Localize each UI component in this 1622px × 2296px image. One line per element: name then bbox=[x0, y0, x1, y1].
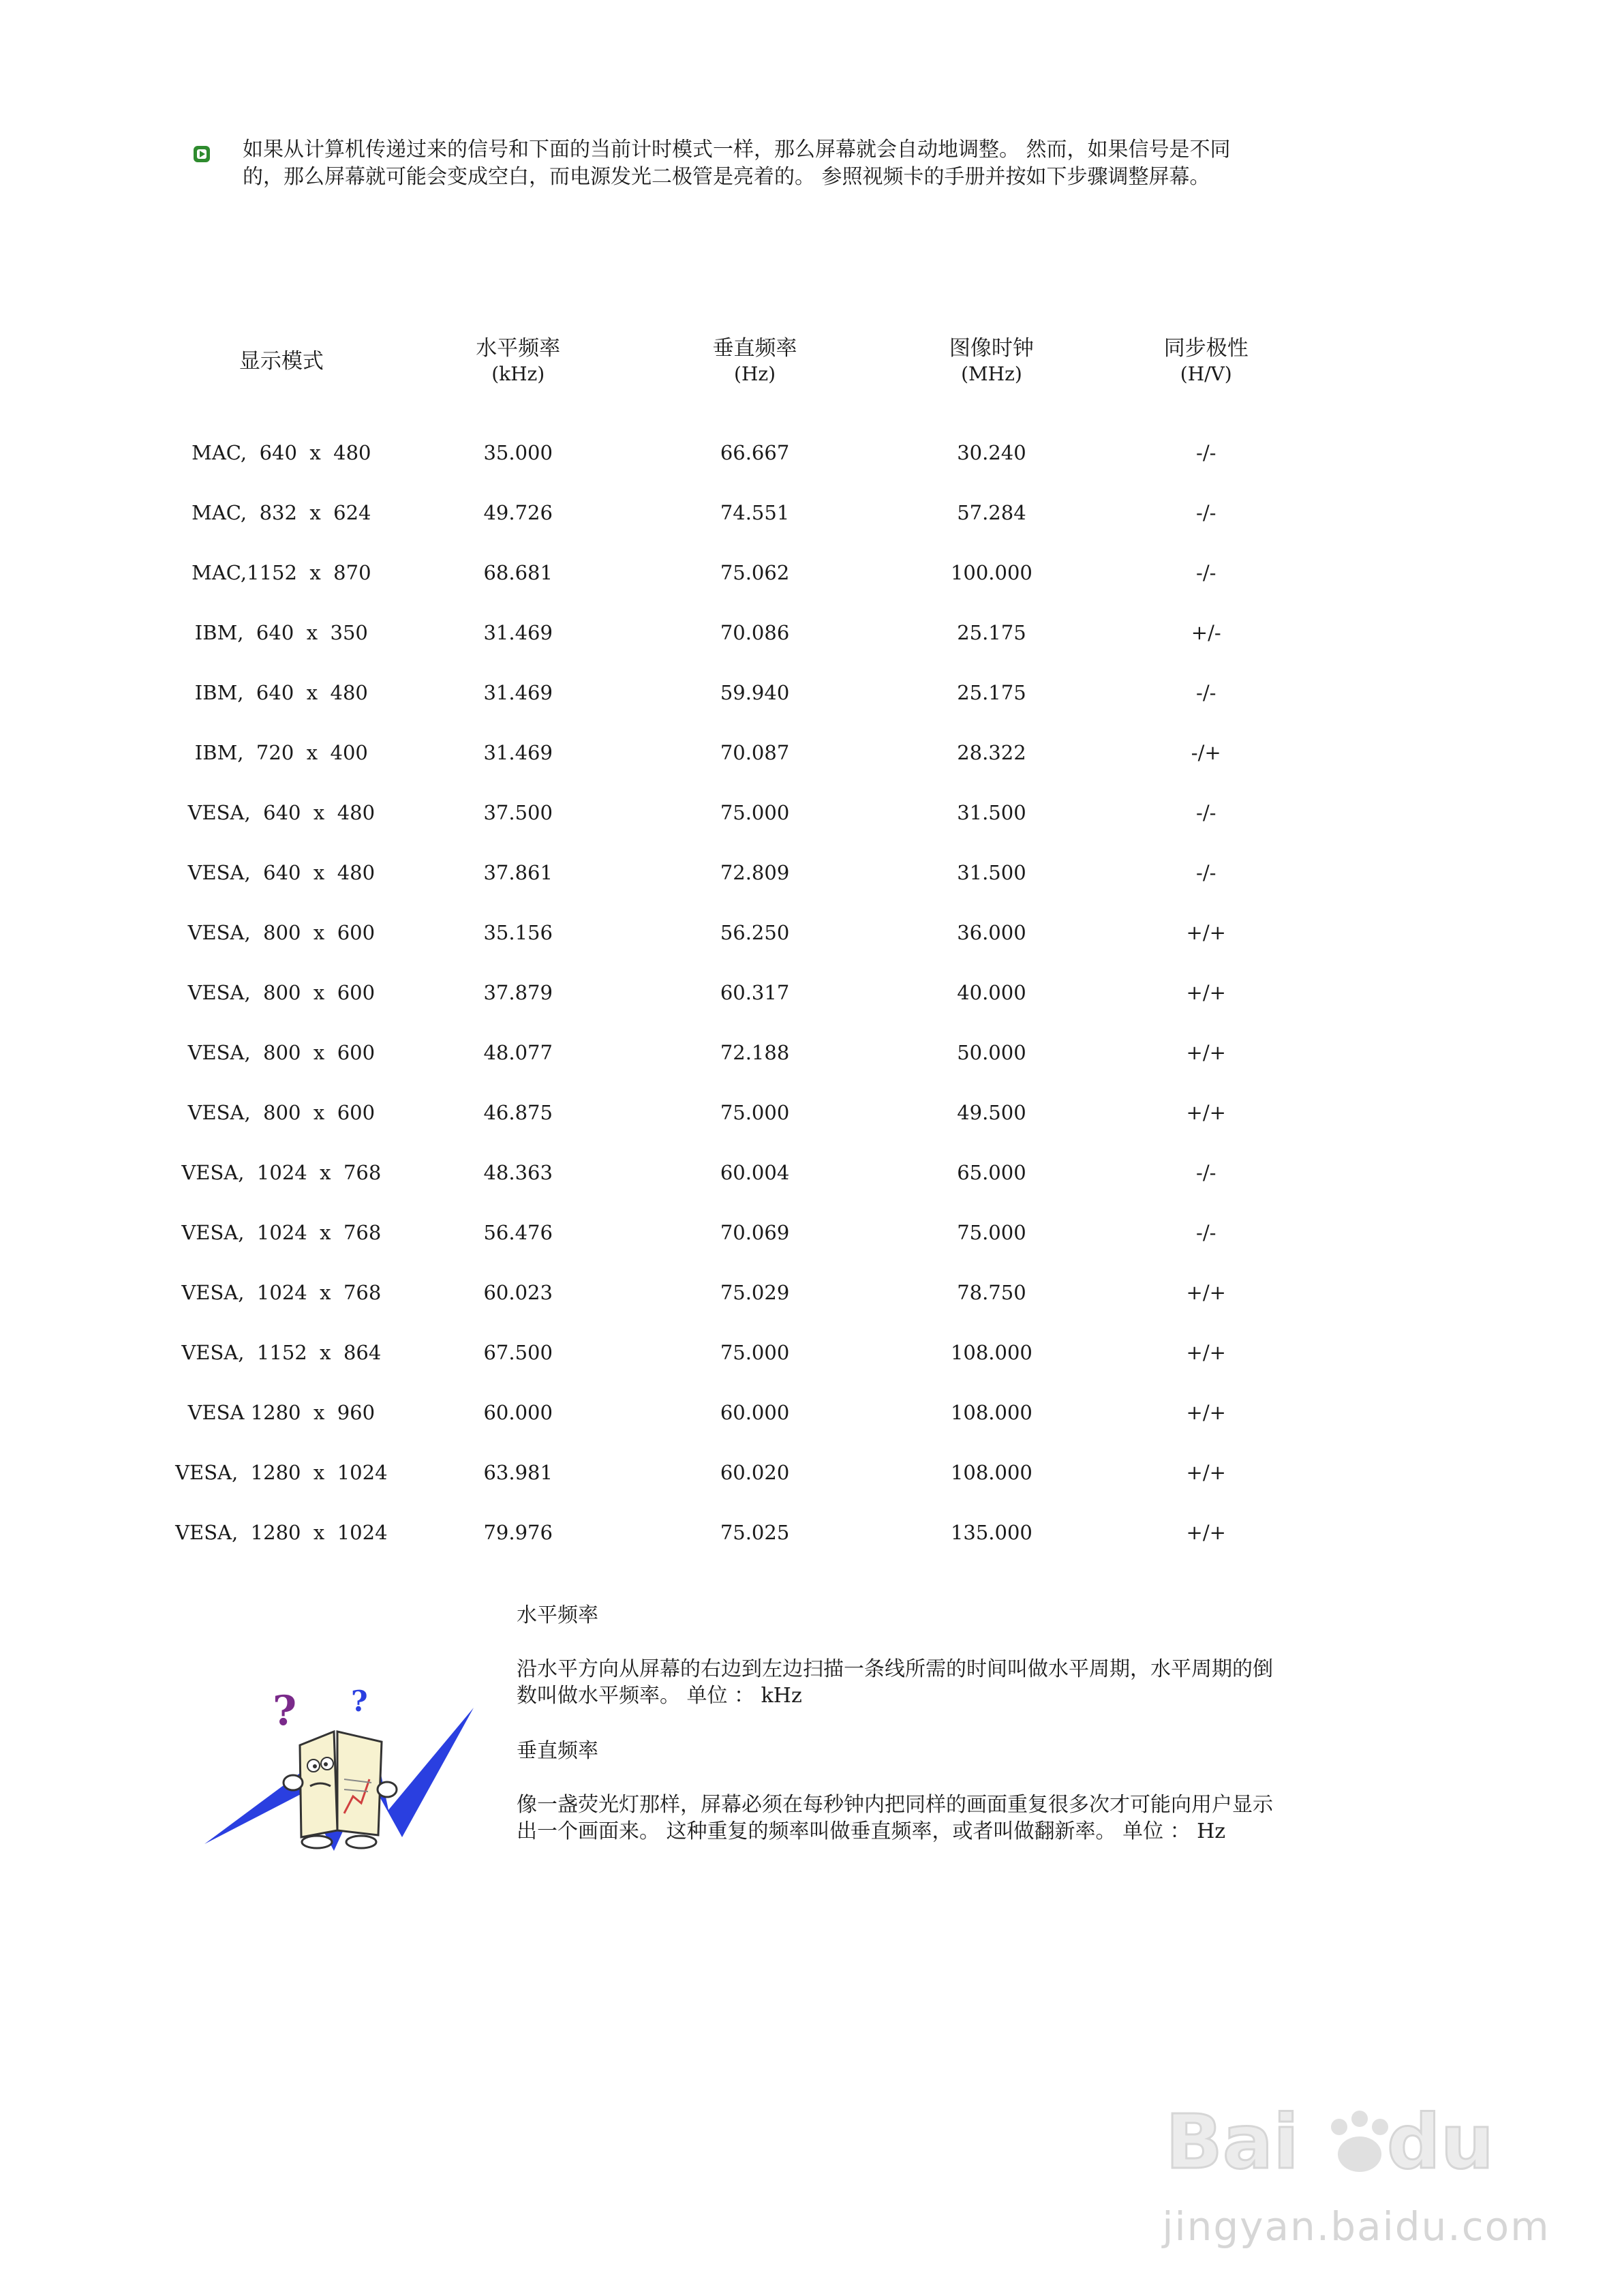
sync-polarity-cell: +/+ bbox=[1186, 1521, 1226, 1544]
baidu-jingyan-logo bbox=[1159, 2086, 1554, 2202]
display-mode-cell: MAC,1152 x 870 bbox=[192, 561, 371, 584]
svg-text:du: du bbox=[1387, 2098, 1495, 2186]
sync-polarity-cell: +/+ bbox=[1186, 1041, 1226, 1064]
display-mode-cell: IBM, 640 x 480 bbox=[194, 681, 368, 704]
display-mode-cell: VESA, 1024 x 768 bbox=[181, 1161, 382, 1184]
sync-polarity-cell: -/- bbox=[1196, 1221, 1216, 1244]
column-header-unit: (H/V) bbox=[1180, 363, 1232, 385]
sync-polarity-cell: +/- bbox=[1191, 621, 1221, 644]
pixel-clock-cell: 50.000 bbox=[957, 1041, 1026, 1064]
vertical-frequency-cell: 60.020 bbox=[720, 1461, 790, 1484]
timing-mode-table bbox=[170, 320, 1295, 1562]
table-row bbox=[170, 963, 1295, 1023]
pixel-clock-cell: 30.240 bbox=[957, 441, 1026, 464]
table-row bbox=[170, 1143, 1295, 1203]
horizontal-frequency-cell: 60.023 bbox=[483, 1281, 553, 1304]
pixel-clock-cell: 135.000 bbox=[950, 1521, 1032, 1544]
column-header bbox=[393, 320, 644, 402]
display-mode-cell: VESA, 640 x 480 bbox=[187, 801, 376, 824]
pixel-clock-cell: 25.175 bbox=[957, 681, 1026, 704]
table-row bbox=[170, 1263, 1295, 1323]
sync-polarity-cell: -/- bbox=[1196, 681, 1216, 704]
table-row bbox=[170, 1023, 1295, 1083]
horizontal-frequency-cell: 56.476 bbox=[483, 1221, 553, 1244]
question-mark-icon: ? bbox=[273, 1687, 297, 1735]
horizontal-frequency-cell: 46.875 bbox=[483, 1101, 553, 1124]
display-mode-cell: VESA, 800 x 600 bbox=[187, 921, 376, 944]
table-row bbox=[170, 843, 1295, 903]
table-row bbox=[170, 543, 1295, 603]
table-body bbox=[170, 402, 1295, 1562]
vertical-frequency-cell: 66.667 bbox=[720, 441, 790, 464]
pixel-clock-cell: 78.750 bbox=[957, 1281, 1026, 1304]
horizontal-frequency-cell: 60.000 bbox=[483, 1401, 553, 1424]
sync-polarity-cell: -/- bbox=[1196, 1161, 1216, 1184]
vertical-frequency-cell: 60.004 bbox=[720, 1161, 790, 1184]
horizontal-frequency-cell: 68.681 bbox=[483, 561, 553, 584]
sync-polarity-cell: -/- bbox=[1196, 501, 1216, 524]
horizontal-frequency-cell: 37.879 bbox=[483, 981, 553, 1004]
horizontal-frequency-body: 沿水平方向从屏幕的右边到左边扫描一条线所需的时间叫做水平周期，水平周期的倒数叫做水平频率。 单位 ： kHz bbox=[517, 1657, 1273, 1708]
column-header bbox=[1117, 320, 1295, 402]
vertical-frequency-cell: 75.025 bbox=[720, 1521, 790, 1544]
horizontal-frequency-cell: 48.077 bbox=[483, 1041, 553, 1064]
pixel-clock-cell: 49.500 bbox=[957, 1101, 1026, 1124]
pixel-clock-cell: 75.000 bbox=[957, 1221, 1026, 1244]
vertical-frequency-cell: 75.062 bbox=[720, 561, 790, 584]
column-header-label: 图像时钟 bbox=[949, 336, 1034, 361]
vertical-frequency-cell: 74.551 bbox=[720, 501, 790, 524]
table-row bbox=[170, 603, 1295, 663]
vertical-frequency-cell: 60.000 bbox=[720, 1401, 790, 1424]
pixel-clock-cell: 31.500 bbox=[957, 861, 1026, 884]
column-header-unit: (MHz) bbox=[961, 363, 1022, 385]
vertical-frequency-cell: 72.809 bbox=[720, 861, 790, 884]
table-row bbox=[170, 1083, 1295, 1143]
table-row bbox=[170, 1502, 1295, 1562]
horizontal-frequency-cell: 35.000 bbox=[483, 441, 553, 464]
display-mode-cell: MAC, 640 x 480 bbox=[192, 441, 371, 464]
column-header bbox=[644, 320, 866, 402]
display-mode-cell: VESA, 800 x 600 bbox=[187, 981, 376, 1004]
vertical-frequency-cell: 75.000 bbox=[720, 1101, 790, 1124]
vertical-frequency-cell: 60.317 bbox=[720, 981, 790, 1004]
pixel-clock-cell: 57.284 bbox=[957, 501, 1026, 524]
sync-polarity-cell: +/+ bbox=[1186, 1341, 1226, 1364]
display-mode-cell: VESA, 800 x 600 bbox=[187, 1101, 376, 1124]
table-row bbox=[170, 783, 1295, 843]
intro-text: 如果从计算机传递过来的信号和下面的当前计时模式一样，那么屏幕就会自动地调整。 然而，如果信号是不同的，那么屏幕就可能会变成空白，而电源发光二极管是亮着的。 参照视频卡的手册并按如下步骤调整屏幕。 bbox=[243, 138, 1231, 189]
sync-polarity-cell: -/- bbox=[1196, 441, 1216, 464]
vertical-frequency-cell: 70.086 bbox=[720, 621, 790, 644]
horizontal-frequency-cell: 37.500 bbox=[483, 801, 553, 824]
sync-polarity-cell: +/+ bbox=[1186, 1461, 1226, 1484]
display-mode-cell: VESA 1280 x 960 bbox=[187, 1401, 376, 1424]
table-row bbox=[170, 483, 1295, 543]
intro-section bbox=[198, 136, 1261, 191]
horizontal-frequency-cell: 67.500 bbox=[483, 1341, 553, 1364]
display-mode-cell: VESA, 1152 x 864 bbox=[181, 1341, 382, 1364]
pixel-clock-cell: 28.322 bbox=[957, 741, 1026, 764]
sync-polarity-cell: -/- bbox=[1196, 861, 1216, 884]
column-header bbox=[866, 320, 1117, 402]
svg-text:Bai: Bai bbox=[1165, 2098, 1299, 2186]
horizontal-frequency-title: 水平频率 bbox=[517, 1603, 598, 1627]
column-header bbox=[170, 320, 393, 402]
pixel-clock-cell: 65.000 bbox=[957, 1161, 1026, 1184]
vertical-frequency-cell: 75.029 bbox=[720, 1281, 790, 1304]
table-header-row bbox=[170, 320, 1295, 402]
horizontal-frequency-cell: 31.469 bbox=[483, 621, 553, 644]
display-mode-cell: VESA, 1024 x 768 bbox=[181, 1281, 382, 1304]
pixel-clock-cell: 25.175 bbox=[957, 621, 1026, 644]
sync-polarity-cell: +/+ bbox=[1186, 1401, 1226, 1424]
display-mode-cell: VESA, 1280 x 1024 bbox=[175, 1461, 388, 1484]
vertical-frequency-cell: 72.188 bbox=[720, 1041, 790, 1064]
sync-polarity-cell: +/+ bbox=[1186, 1101, 1226, 1124]
display-mode-cell: IBM, 640 x 350 bbox=[194, 621, 368, 644]
pixel-clock-cell: 108.000 bbox=[950, 1401, 1032, 1424]
column-header-label: 垂直频率 bbox=[712, 336, 797, 361]
display-mode-cell: VESA, 1280 x 1024 bbox=[175, 1521, 388, 1544]
vertical-frequency-cell: 56.250 bbox=[720, 921, 790, 944]
vertical-frequency-cell: 75.000 bbox=[720, 1341, 790, 1364]
pixel-clock-cell: 31.500 bbox=[957, 801, 1026, 824]
confused-book-illustration bbox=[198, 1657, 484, 1854]
table-row bbox=[170, 723, 1295, 783]
display-mode-cell: IBM, 720 x 400 bbox=[194, 741, 368, 764]
display-mode-cell: MAC, 832 x 624 bbox=[192, 501, 371, 524]
question-mark-icon: ? bbox=[351, 1685, 368, 1718]
sync-polarity-cell: -/+ bbox=[1191, 741, 1221, 764]
watermark-url: jingyan.baidu.com bbox=[1162, 2203, 1550, 2250]
definitions-section bbox=[517, 1602, 1280, 1873]
vertical-frequency-body: 像一盏荧光灯那样，屏幕必须在每秒钟内把同样的画面重复很多次才可能向用户显示出一个画面来。 这种重复的频率叫做垂直频率，或者叫做翻新率。 单位 ： Hz bbox=[517, 1793, 1273, 1843]
table-row bbox=[170, 663, 1295, 723]
vertical-frequency-cell: 75.000 bbox=[720, 801, 790, 824]
table-row bbox=[170, 1383, 1295, 1442]
horizontal-frequency-cell: 37.861 bbox=[483, 861, 553, 884]
sync-polarity-cell: -/- bbox=[1196, 561, 1216, 584]
horizontal-frequency-cell: 79.976 bbox=[483, 1521, 553, 1544]
column-header-label: 同步极性 bbox=[1163, 336, 1249, 361]
bullet-arrow-icon bbox=[192, 145, 211, 164]
cartoon-book-icon bbox=[284, 1732, 397, 1848]
horizontal-frequency-cell: 63.981 bbox=[483, 1461, 553, 1484]
baidu-jingyan-watermark bbox=[1159, 2086, 1567, 2263]
sync-polarity-cell: +/+ bbox=[1186, 981, 1226, 1004]
vertical-frequency-cell: 70.087 bbox=[720, 741, 790, 764]
horizontal-frequency-cell: 35.156 bbox=[483, 921, 553, 944]
table-row bbox=[170, 402, 1295, 483]
horizontal-frequency-cell: 31.469 bbox=[483, 741, 553, 764]
table-row bbox=[170, 1323, 1295, 1383]
column-header-label: 显示模式 bbox=[239, 349, 324, 374]
table-row bbox=[170, 1203, 1295, 1263]
pixel-clock-cell: 108.000 bbox=[950, 1341, 1032, 1364]
pixel-clock-cell: 108.000 bbox=[950, 1461, 1032, 1484]
vertical-frequency-cell: 59.940 bbox=[720, 681, 790, 704]
horizontal-frequency-cell: 48.363 bbox=[483, 1161, 553, 1184]
vertical-frequency-title: 垂直频率 bbox=[517, 1739, 598, 1763]
display-mode-cell: VESA, 800 x 600 bbox=[187, 1041, 376, 1064]
horizontal-frequency-cell: 49.726 bbox=[483, 501, 553, 524]
table-row bbox=[170, 1442, 1295, 1502]
horizontal-frequency-cell: 31.469 bbox=[483, 681, 553, 704]
sync-polarity-cell: +/+ bbox=[1186, 921, 1226, 944]
display-mode-cell: VESA, 640 x 480 bbox=[187, 861, 376, 884]
display-mode-cell: VESA, 1024 x 768 bbox=[181, 1221, 382, 1244]
sync-polarity-cell: -/- bbox=[1196, 801, 1216, 824]
pixel-clock-cell: 100.000 bbox=[950, 561, 1032, 584]
column-header-unit: (Hz) bbox=[734, 363, 776, 385]
column-header-label: 水平频率 bbox=[476, 336, 561, 361]
table-row bbox=[170, 903, 1295, 963]
pixel-clock-cell: 36.000 bbox=[957, 921, 1026, 944]
vertical-frequency-cell: 70.069 bbox=[720, 1221, 790, 1244]
sync-polarity-cell: +/+ bbox=[1186, 1281, 1226, 1304]
pixel-clock-cell: 40.000 bbox=[957, 981, 1026, 1004]
column-header-unit: (kHz) bbox=[491, 363, 545, 385]
